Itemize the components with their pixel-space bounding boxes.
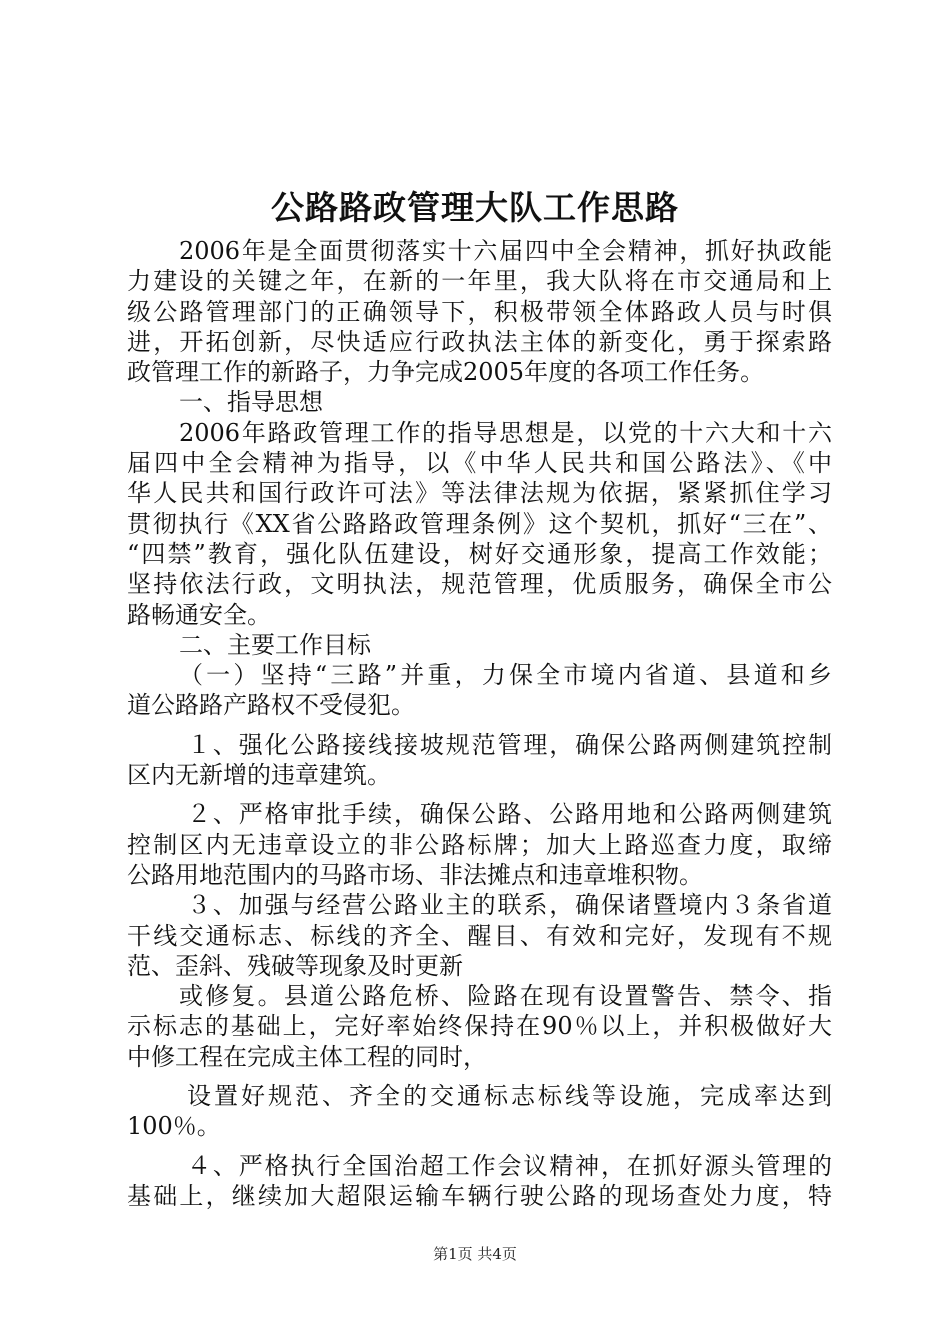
- text-line: 干线交通标志、标线的齐全、醒目、有效和完好，发现有不规: [127, 921, 832, 950]
- text-line: 2006年路政管理工作的指导思想是，以党的十六大和十六: [179, 418, 832, 447]
- text-line: （一）坚持“三路”并重，力保全市境内省道、县道和乡: [179, 661, 832, 690]
- text-line: 路畅通安全。: [127, 600, 271, 629]
- text-line: 坚持依法行政，文明执法，规范管理，优质服务，确保全市公: [127, 570, 832, 599]
- text-line: 贯彻执行《XX省公路路政管理条例》这个契机，抓好“三在”、: [127, 509, 832, 538]
- text-line: 公路用地范围内的马路市场、非法摊点和违章堆积物。: [127, 860, 703, 889]
- section-heading: 二、主要工作目标: [179, 630, 371, 659]
- text-line: 区内无新增的违章建筑。: [127, 761, 391, 790]
- text-line: 届四中全会精神为指导，以《中华人民共和国公路法》、《中: [127, 449, 832, 478]
- text-line: 道公路路产路权不受侵犯。: [127, 691, 415, 720]
- text-line: 或修复。县道公路危桥、险路在现有设置警告、禁令、指: [179, 982, 832, 1011]
- text-line: “四禁”教育，强化队伍建设，树好交通形象，提高工作效能；: [127, 539, 832, 568]
- section-heading: 一、指导思想: [179, 388, 323, 417]
- text-line: 示标志的基础上，完好率始终保持在90％以上，并积极做好大: [127, 1012, 832, 1041]
- text-line: 100％。: [127, 1112, 221, 1141]
- text-line: ３、加强与经营公路业主的联系，确保诸暨境内３条省道: [187, 891, 832, 920]
- text-line: 力建设的关键之年，在新的一年里，我大队将在市交通局和上: [127, 267, 832, 296]
- text-line: 华人民共和国行政许可法》等法律法规为依据，紧紧抓住学习: [127, 479, 832, 508]
- text-line: ４、严格执行全国治超工作会议精神，在抓好源头管理的: [187, 1151, 832, 1180]
- text-line: 中修工程在完成主体工程的同时，: [127, 1042, 487, 1071]
- text-line: 进，开拓创新，尽快适应行政执法主体的新变化，勇于探索路: [127, 327, 832, 356]
- text-line: 2006年是全面贯彻落实十六届四中全会精神，抓好执政能: [179, 237, 832, 265]
- text-line: 范、歪斜、残破等现象及时更新: [127, 951, 463, 980]
- text-line: 控制区内无违章设立的非公路标牌；加大上路巡查力度，取缔: [127, 830, 832, 859]
- page-number: 第1页 共4页: [433, 1245, 517, 1263]
- text-line: 设置好规范、齐全的交通标志标线等设施，完成率达到: [187, 1082, 832, 1111]
- text-line: ２、严格审批手续，确保公路、公路用地和公路两侧建筑: [187, 800, 832, 829]
- text-line: 级公路管理部门的正确领导下，积极带领全体路政人员与时俱: [127, 297, 832, 326]
- document-title: 公路路政管理大队工作思路: [271, 188, 679, 227]
- text-line: 政管理工作的新路子，力争完成2005年度的各项工作任务。: [127, 358, 765, 387]
- text-line: １、强化公路接线接坡规范管理，确保公路两侧建筑控制: [187, 730, 832, 759]
- document-body: [127, 236, 832, 1211]
- text-line: 基础上，继续加大超限运输车辆行驶公路的现场查处力度，特: [127, 1181, 832, 1210]
